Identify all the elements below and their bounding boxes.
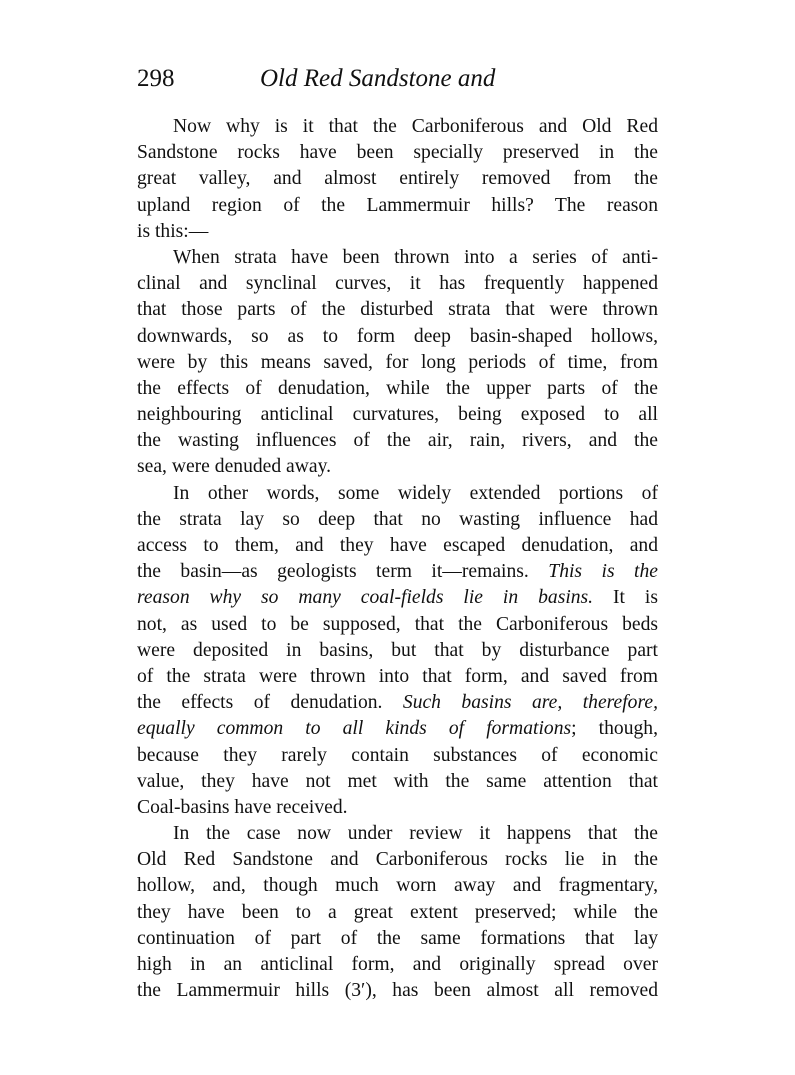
running-head: [137, 62, 657, 96]
text-line: because they rarely contain substances of economic: [137, 744, 658, 766]
text-line: of the strata were thrown into that form, and saved from: [137, 665, 658, 687]
text-line: continuation of part of the same formations that lay: [137, 927, 658, 949]
text-line: were by this means saved, for long periods of time, from: [137, 351, 658, 373]
italic-run: This is the: [548, 561, 658, 583]
text-line: [137, 690, 658, 716]
text-line: Coal-basins have received.: [137, 796, 348, 818]
text-line: [137, 585, 658, 611]
text-line: clinal and synclinal curves, it has frequently happened: [137, 273, 658, 295]
text-run: the basin—as geologists term it—remains.: [137, 561, 529, 583]
text-line: great valley, and almost entirely removed from the: [137, 168, 658, 190]
text-line: access to them, and they have escaped denudation, and: [137, 535, 658, 556]
text-line: When strata have been thrown into a series of anti-: [173, 246, 658, 268]
text-line: that those parts of the disturbed strata that were thrown: [137, 299, 658, 321]
italic-run: Such basins are, therefore,: [402, 692, 658, 714]
text-line: Old Red Sandstone and Carboniferous rocks lie in the: [137, 849, 658, 871]
text-line: they have been to a great extent preserved; while the: [137, 901, 658, 923]
running-title: Old Red Sandstone and: [260, 65, 496, 92]
text-line: upland region of the Lammermuir hills? The reason: [137, 194, 658, 216]
text-line: high in an anticlinal form, and originally spread over: [137, 954, 658, 975]
text-line: Sandstone rocks have been specially preserved in the: [137, 142, 658, 164]
page-number: 298: [137, 65, 175, 92]
text-line: In the case now under review it happens that the: [173, 823, 658, 845]
text-run: the effects of denudation.: [137, 692, 383, 714]
text-line: [137, 716, 658, 742]
text-line: value, they have not met with the same attention that: [137, 770, 658, 792]
text-run: It is: [613, 587, 659, 609]
text-line: [137, 559, 658, 585]
text-line: the Lammermuir hills (3′), has been almost all removed: [137, 980, 658, 1002]
text-line: the wasting influences of the air, rain, rivers, and the: [137, 430, 658, 452]
text-line: not, as used to be supposed, that the Carboniferous beds: [137, 613, 658, 635]
italic-run: equally common to all kinds of formations: [137, 718, 572, 740]
text-line: the strata lay so deep that no wasting influence had: [137, 508, 658, 530]
text-line: sea, were denuded away.: [137, 456, 332, 478]
text-line: were deposited in basins, but that by disturbance part: [137, 639, 658, 661]
text-line: is this:—: [137, 220, 209, 242]
text-line: hollow, and, though much worn away and fragmentary,: [137, 875, 658, 897]
italic-run: reason why so many coal-fields lie in basins.: [137, 587, 594, 609]
body-text: [137, 114, 658, 1004]
text-line: In other words, some widely extended portions of: [173, 482, 658, 504]
text-run: ; though,: [571, 718, 658, 740]
text-line: the effects of denudation, while the upper parts of the: [137, 377, 658, 399]
text-line: downwards, so as to form deep basin-shaped hollows,: [137, 325, 658, 347]
text-line: neighbouring anticlinal curvatures, being exposed to all: [137, 404, 658, 426]
text-line: Now why is it that the Carboniferous and Old Red: [173, 116, 658, 137]
